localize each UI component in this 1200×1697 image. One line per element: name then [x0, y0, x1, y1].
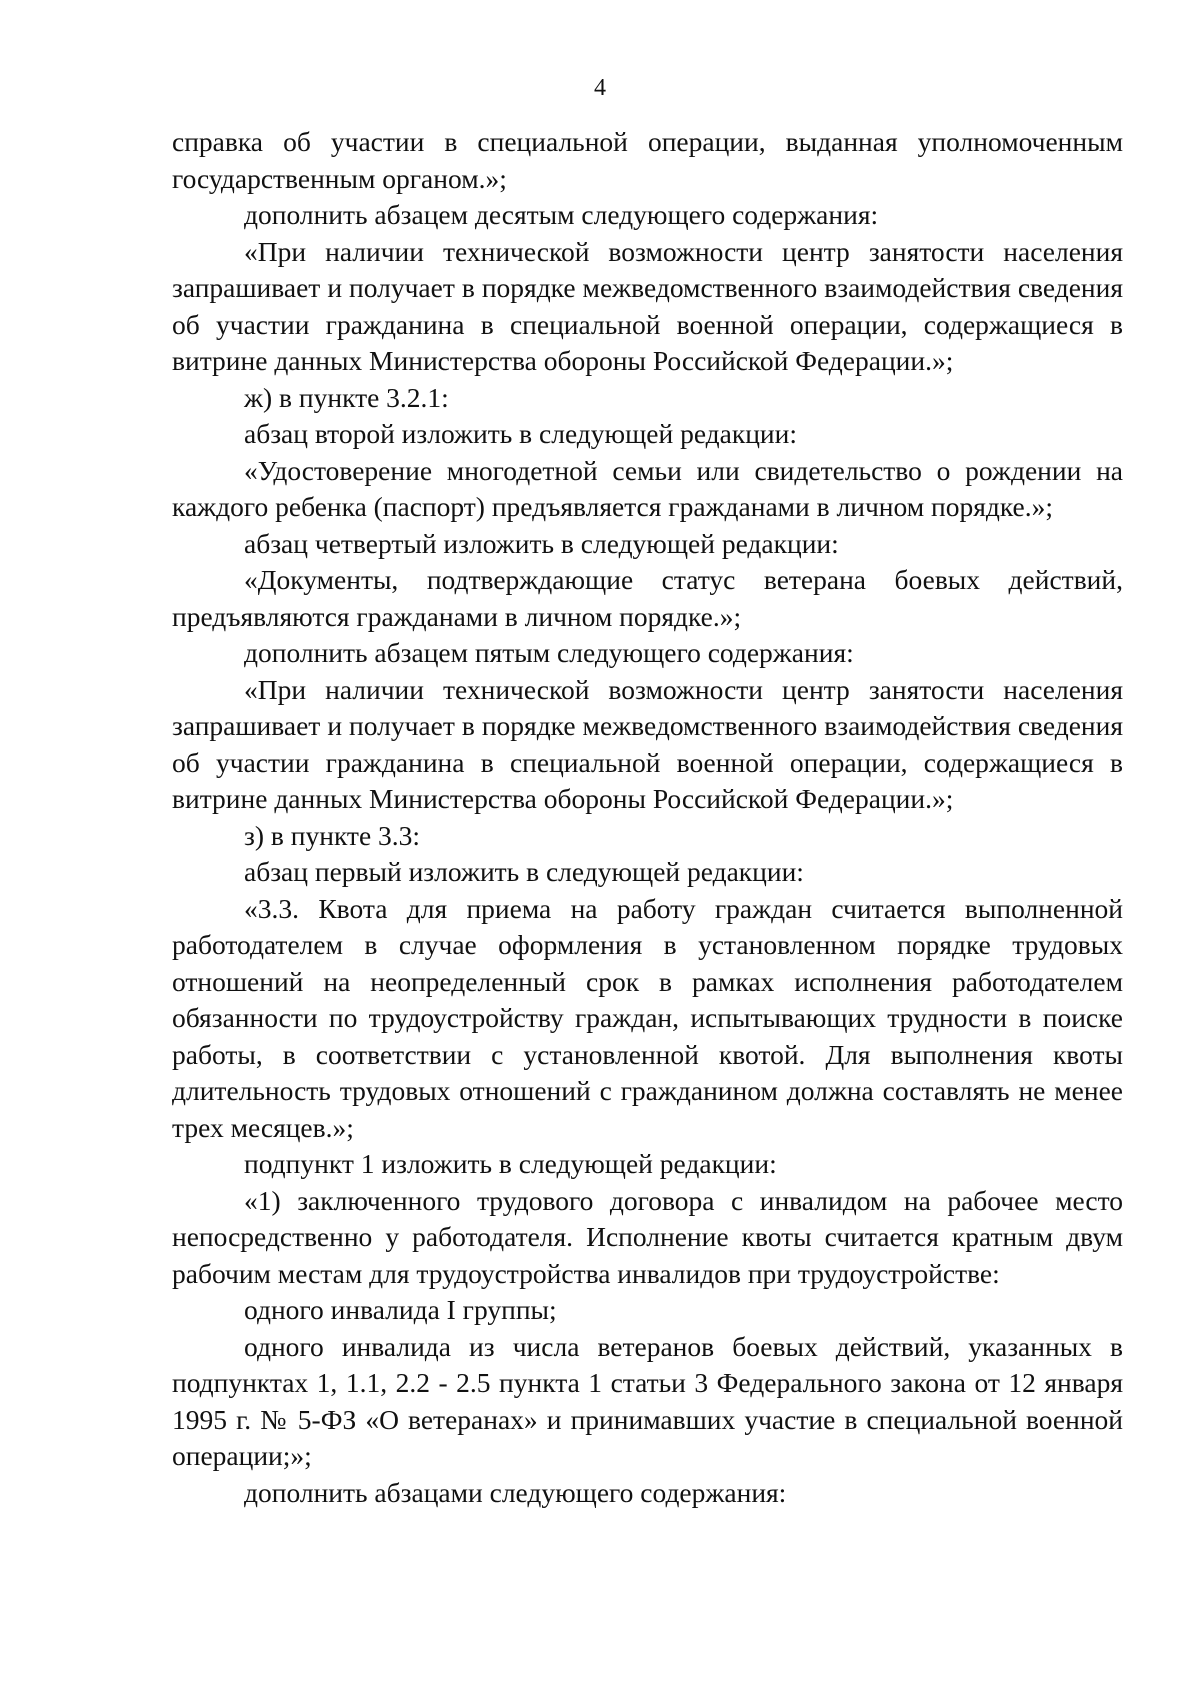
paragraph: абзац второй изложить в следующей редакции: [244, 418, 798, 449]
page-number: 4 [594, 75, 606, 101]
paragraph: з) в пункте 3.3: [244, 819, 421, 851]
paragraph: дополнить абзацем десятым следующего содержания: [244, 199, 879, 230]
paragraph: дополнить абзацем пятым следующего содержания: [244, 637, 854, 668]
paragraph: «Документы, подтверждающие статус ветерана боевых действий, предъявляются гражданами в личном порядке.»; [172, 564, 1123, 632]
document-body [172, 124, 1123, 1511]
paragraph: одного инвалида I группы; [244, 1294, 557, 1325]
paragraph: подпункт 1 изложить в следующей редакции: [244, 1148, 777, 1179]
paragraph: «3.3. Квота для приема на работу граждан считается выполненной работодателем в случае оформления в установленном порядке трудовых отношений на неопределенный срок в рамках исполнения работодателем обязанности по трудоустройству граждан, испытывающих трудности в поиске работы, в соответствии с установленной квотой. Для выполнения квоты длительность трудовых отношений с гражданином должна составлять не менее трех месяцев.»; [172, 892, 1123, 1143]
paragraph: дополнить абзацами следующего содержания: [244, 1476, 787, 1508]
paragraph: «1) заключенного трудового договора с инвалидом на рабочее место непосредственно у работодателя. Исполнение квоты считается кратным двум рабочим местам для трудоустройства инвалидов при трудоустройстве: [172, 1184, 1123, 1289]
paragraph: «При наличии технической возможности центр занятости населения запрашивает и получает в порядке межведомственного взаимодействия сведения об участии гражданина в специальной военной операции, содержащиеся в витрине данных Министерства обороны Российской Федерации.»; [172, 673, 1123, 814]
paragraph: «Удостоверение многодетной семьи или свидетельство о рождении на каждого ребенка (паспорт) предъявляется гражданами в личном порядке.»; [172, 454, 1123, 522]
paragraph: одного инвалида из числа ветеранов боевых действий, указанных в подпунктах 1, 1.1, 2.2 - 2.5 пункта 1 статьи 3 Федерального закона от 12 января 1995 г. № 5-ФЗ «О ветеранах» и принимавших участие в специальной военной операции;»; [172, 1330, 1123, 1471]
paragraph: ж) в пункте 3.2.1: [244, 381, 449, 413]
paragraph: «При наличии технической возможности центр занятости населения запрашивает и получает в порядке межведомственного взаимодействия сведения об участии гражданина в специальной военной операции, содержащиеся в витрине данных Министерства обороны Российской Федерации.»; [172, 235, 1123, 376]
paragraph: абзац четвертый изложить в следующей редакции: [244, 527, 839, 559]
paragraph: абзац первый изложить в следующей редакции: [244, 856, 804, 887]
paragraph: справка об участии в специальной операции, выданная уполномоченным государственным органом.»; [172, 126, 1123, 194]
